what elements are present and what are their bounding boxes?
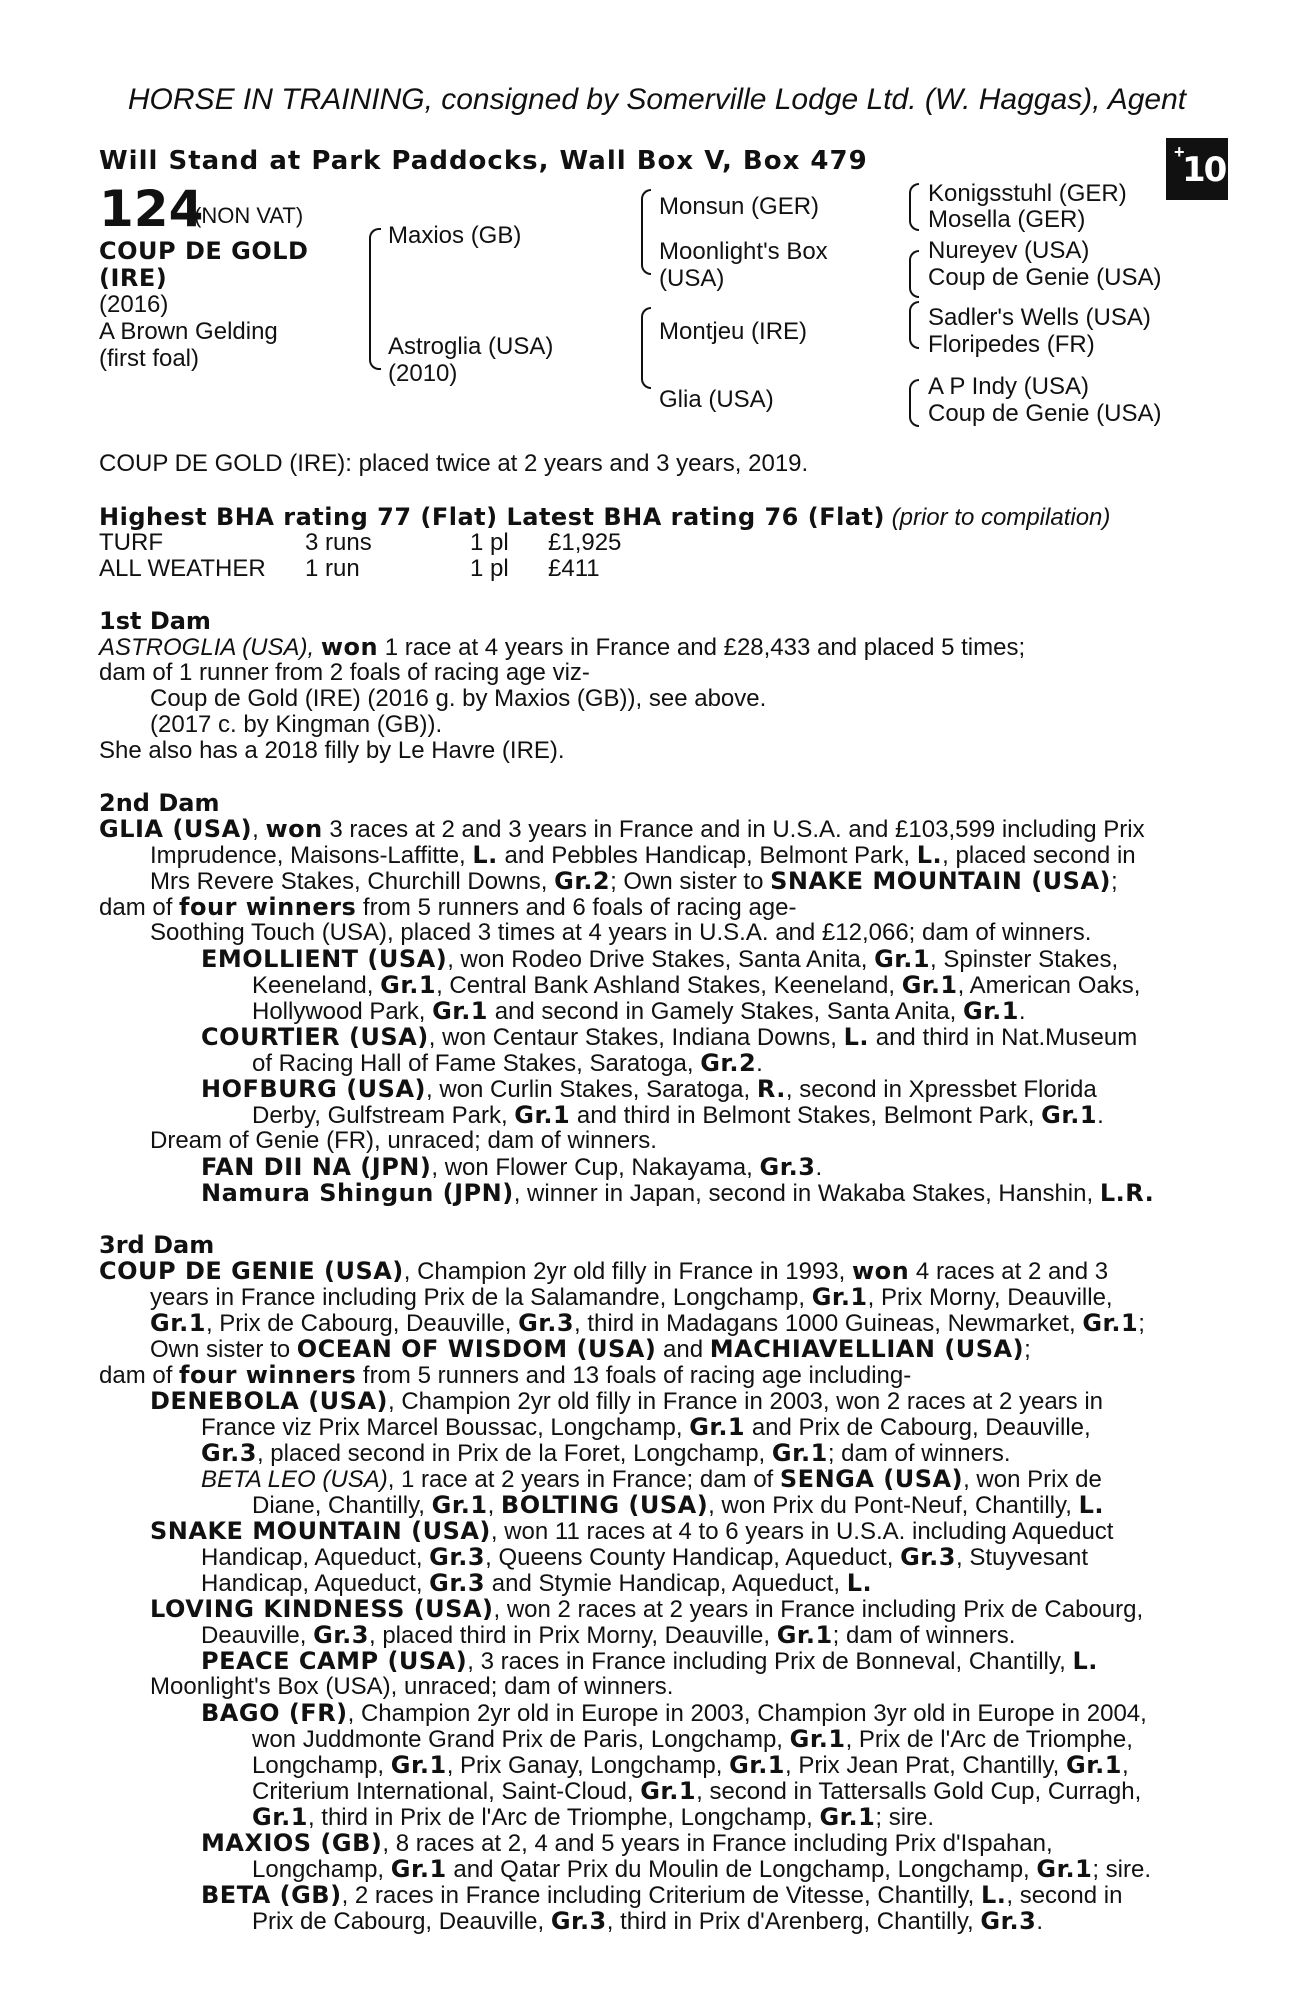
grade: Gr.1 [689, 1413, 746, 1441]
third-dam-line-3: Gr.1, Prix de Cabourg, Deauville, Gr.3, third in Madagans 1000 Guineas, Newmarket, Gr.1; [150, 1309, 1145, 1337]
text: years in France including Prix de la Salamandre, Longchamp, [150, 1284, 806, 1311]
pedigree-dam: Astroglia (USA) [388, 333, 554, 360]
foal-note: (first foal) [99, 345, 200, 372]
pedigree-sire-dam-2: (USA) [659, 265, 725, 292]
second-dam-line-5: Soothing Touch (USA), placed 3 times at 4 years in U.S.A. and £12,066; dam of winners. [150, 919, 1092, 946]
text: and second in Gamely Stakes, Santa Anita, [494, 998, 957, 1025]
horse-name: BOLTING (USA) [500, 1491, 709, 1519]
text: , Prix de l'Arc de Triomphe, [845, 1726, 1133, 1753]
text: , won Centaur Stakes, Indiana Downs, [428, 1024, 837, 1051]
pedigree-bracket-3b [909, 250, 919, 298]
text: of Racing Hall of Fame Stakes, Saratoga, [252, 1050, 694, 1077]
ratings-turf-placed: 1 pl [470, 529, 509, 556]
second-dam-line-9 [201, 1023, 1137, 1052]
text: , Prix Jean Prat, Chantilly, [785, 1752, 1060, 1779]
grade: L. [916, 841, 943, 869]
text: , third in Prix de l'Arc de Triomphe, Longchamp, [307, 1804, 813, 1831]
horse-name: OCEAN OF WISDOM (USA) [296, 1335, 657, 1363]
ratings-aw-surface: ALL WEATHER [99, 555, 266, 582]
second-dam-line-4 [99, 893, 796, 922]
grade: Gr.1 [390, 1751, 447, 1779]
second-dam-line-10: of Racing Hall of Fame Stakes, Saratoga, Gr.2. [252, 1049, 763, 1077]
pedigree-bracket-3c [909, 301, 919, 349]
pedigree-sss: Konigsstuhl (GER) [928, 180, 1127, 207]
pedigree-ddd: Coup de Genie (USA) [928, 400, 1162, 427]
horse-name: BAGO (FR) [201, 1699, 348, 1727]
horse-name: SNAKE MOUNTAIN (USA) [770, 867, 1111, 895]
text: , Prix de Cabourg, Deauville, [205, 1310, 512, 1337]
third-dam-heading: 3rd Dam [99, 1231, 215, 1259]
text: ; sire. [1092, 1856, 1152, 1883]
text: , 3 races in France including Prix de Bonneval, Chantilly, [467, 1648, 1066, 1675]
text: , American Oaks, [957, 972, 1141, 999]
pedigree-dam-sire: Montjeu (IRE) [659, 318, 808, 345]
ratings-line [99, 503, 1110, 532]
grade: L.R. [1099, 1179, 1155, 1207]
horse-name: DENEBOLA (USA) [150, 1387, 388, 1415]
grade: Gr.1 [811, 1283, 868, 1311]
text: from 5 runners and 6 foals of racing age- [362, 894, 797, 921]
text: , Champion 2yr old filly in France in 1993, [403, 1258, 846, 1285]
text: dam of [99, 894, 173, 921]
grade: L. [472, 841, 498, 869]
pedigree-bracket-2b [641, 307, 651, 389]
winners-count: four winners [179, 893, 357, 921]
third-dam-line-15 [201, 1621, 1015, 1650]
grade: Gr.3 [518, 1309, 575, 1337]
text: , won Prix de [963, 1466, 1102, 1493]
text: from 5 runners and 13 foals of racing age including- [362, 1362, 912, 1389]
text: Deauville, [201, 1622, 307, 1649]
third-dam-line-12 [201, 1543, 1088, 1572]
third-dam-line-16 [201, 1647, 1098, 1676]
ratings-aw-placed: 1 pl [470, 555, 509, 582]
third-dam-line-2 [150, 1283, 1113, 1312]
text: , placed third in Prix Morny, Deauville, [369, 1622, 771, 1649]
pedigree-ssd: Mosella (GER) [928, 206, 1086, 233]
second-dam-line-8: Hollywood Park, Gr.1 and second in Gamely Stakes, Santa Anita, Gr.1. [252, 997, 1026, 1025]
text: , winner in Japan, second in Wakaba Stakes, Hanshin, [513, 1180, 1094, 1207]
text: France viz Prix Marcel Boussac, Longchamp, [201, 1414, 683, 1441]
text: Mrs Revere Stakes, Churchill Downs, [150, 868, 548, 895]
won-label: won [320, 633, 379, 661]
grade: Gr.1 [776, 1621, 833, 1649]
grade: Gr.3 [980, 1907, 1037, 1935]
first-dam-line-1 [99, 633, 1025, 662]
text: , second in [1006, 1882, 1123, 1909]
horse-name: PEACE CAMP (USA) [201, 1647, 468, 1675]
pedigree-dds: A P Indy (USA) [928, 373, 1089, 400]
third-dam-line-13 [201, 1569, 872, 1598]
text: , Prix Morny, Deauville, [867, 1284, 1113, 1311]
grade: Gr.1 [640, 1777, 697, 1805]
pedigree-dam-year: (2010) [388, 360, 458, 387]
horse-name-line2: (IRE) [99, 264, 168, 292]
vat-status: (NON VAT) [194, 203, 304, 228]
text: , won Rodeo Drive Stakes, Santa Anita, [447, 946, 868, 973]
third-dam-line-5 [99, 1361, 911, 1390]
text: , Champion 2yr old filly in France in 2003, won 2 races at 2 years in [388, 1388, 1104, 1415]
grade: Gr.1 [1036, 1855, 1093, 1883]
horse-name: MACHIAVELLIAN (USA) [709, 1335, 1025, 1363]
horse-name: GLIA (USA) [99, 815, 253, 843]
text: 4 races at 2 and 3 [915, 1258, 1109, 1285]
grade: Gr.3 [313, 1621, 369, 1649]
text: Criterium International, Saint-Cloud, [252, 1778, 634, 1805]
text: ; dam of winners. [827, 1440, 1011, 1467]
catalogue-header: HORSE IN TRAINING, consigned by Somerville Lodge Ltd. (W. Haggas), Agent [127, 83, 1187, 116]
first-dam-line-2: dam of 1 runner from 2 foals of racing age viz- [99, 659, 590, 686]
text: , won Flower Cup, Nakayama, [431, 1154, 753, 1181]
third-dam-line-23 [201, 1829, 1053, 1858]
third-dam-line-7 [201, 1413, 1091, 1442]
ratings-aw-runs: 1 run [305, 555, 360, 582]
race-summary: COUP DE GOLD (IRE): placed twice at 2 years and 3 years, 2019. [99, 450, 809, 477]
third-dam-line-9 [201, 1465, 1102, 1494]
third-dam-line-8 [201, 1439, 1011, 1468]
pedigree-sire-dam-1: Moonlight's Box [659, 238, 828, 265]
text: and Qatar Prix du Moulin de Longchamp, Longchamp, [453, 1856, 1030, 1883]
grade: Gr.3 [201, 1439, 257, 1467]
grade: Gr.1 [1066, 1751, 1122, 1779]
text: and Prix de Cabourg, Deauville, [751, 1414, 1091, 1441]
text: , third in Madagans 1000 Guineas, Newmarket, [574, 1310, 1076, 1337]
text: , won 11 races at 4 to 6 years in U.S.A. including Aqueduct [490, 1518, 1114, 1545]
third-dam-line-4: Own sister to OCEAN OF WISDOM (USA) and MACHIAVELLIAN (USA); [150, 1335, 1031, 1363]
grade: Gr.1 [789, 1725, 846, 1753]
horse-name: SNAKE MOUNTAIN (USA) [150, 1517, 491, 1545]
text: , Central Bank Ashland Stakes, Keeneland, [436, 972, 896, 999]
grade: Gr.3 [759, 1153, 816, 1181]
rating-badge [1166, 138, 1228, 200]
grade: R. [756, 1075, 786, 1103]
badge-plus: + [1174, 142, 1185, 162]
won-label: won [852, 1257, 910, 1285]
pedigree-bracket-1 [369, 228, 381, 370]
grade: Gr.1 [1082, 1309, 1139, 1337]
text: , second in Tattersalls Gold Cup, Curragh, [696, 1778, 1142, 1805]
grade: Gr.1 [150, 1309, 206, 1337]
grade: Gr.1 [729, 1751, 786, 1779]
text: , placed second in Prix de la Foret, Longchamp, [256, 1440, 766, 1467]
text: Handicap, Aqueduct, [201, 1570, 423, 1597]
pedigree-dsd: Floripedes (FR) [928, 331, 1095, 358]
text: won Juddmonte Grand Prix de Paris, Longchamp, [252, 1726, 783, 1753]
third-dam-line-11 [150, 1517, 1113, 1546]
pedigree-bracket-3a [909, 183, 919, 231]
second-dam-line-1: GLIA (USA), won 3 races at 2 and 3 years in France and in U.S.A. and £103,599 including Prix [99, 815, 1145, 843]
winners-count: four winners [179, 1361, 357, 1389]
grade: Gr.1 [390, 1855, 447, 1883]
text: , Champion 2yr old in Europe in 2003, Champion 3yr old in Europe in 2004, [347, 1700, 1147, 1727]
ratings-aw-prize: £411 [548, 555, 600, 582]
first-dam-name: ASTROGLIA (USA), [99, 634, 315, 661]
horse-name: BETA LEO (USA) [201, 1466, 388, 1493]
grade: L. [1078, 1491, 1104, 1519]
grade: Gr.1 [1041, 1101, 1098, 1129]
second-dam-line-6 [201, 945, 1118, 974]
grade: L. [843, 1023, 870, 1051]
horse-name: COURTIER (USA) [201, 1023, 429, 1051]
text: , 2 races in France including Criterium de Vitesse, Chantilly, [341, 1882, 975, 1909]
third-dam-line-18 [201, 1699, 1147, 1728]
second-dam-line-7 [252, 971, 1140, 1000]
grade: Gr.1 [252, 1803, 308, 1831]
won-label: won [265, 815, 323, 843]
text: , 1 race at 2 years in France; dam of [387, 1466, 774, 1493]
third-dam-line-24 [252, 1855, 1151, 1884]
foaling-year: (2016) [99, 291, 169, 318]
third-dam-line-17: Moonlight's Box (USA), unraced; dam of winners. [150, 1673, 674, 1700]
grade: Gr.1 [514, 1101, 571, 1129]
text: Longchamp, [252, 1752, 385, 1779]
grade: Gr.1 [901, 971, 958, 999]
pedigree-dam-dam: Glia (USA) [659, 386, 774, 413]
horse-name: LOVING KINDNESS (USA) [150, 1595, 494, 1623]
text: and third in Belmont Stakes, Belmont Park, [576, 1102, 1035, 1129]
third-dam-line-1 [99, 1257, 1108, 1286]
grade: Gr.1 [380, 971, 437, 999]
third-dam-line-21 [252, 1777, 1141, 1806]
text: , won Prix du Pont-Neuf, Chantilly, [708, 1492, 1072, 1519]
third-dam-line-22 [252, 1803, 934, 1832]
horse-name: BETA (GB) [201, 1881, 342, 1909]
grade: Gr.1 [771, 1439, 828, 1467]
second-dam-line-13: Dream of Genie (FR), unraced; dam of winners. [150, 1127, 657, 1154]
text: , Spinster Stakes, [930, 946, 1119, 973]
text: and third in Nat.Museum [875, 1024, 1138, 1051]
horse-name: FAN DII NA (JPN) [201, 1153, 432, 1181]
second-dam-line-3: Mrs Revere Stakes, Churchill Downs, Gr.2; Own sister to SNAKE MOUNTAIN (USA); [150, 867, 1118, 895]
text: Handicap, Aqueduct, [201, 1544, 423, 1571]
first-dam-record: 1 race at 4 years in France and £28,433 and placed 5 times; [384, 634, 1026, 661]
horse-name-line1: COUP DE GOLD [99, 237, 309, 265]
grade: Gr.3 [429, 1543, 486, 1571]
grade: Gr.1 [432, 997, 489, 1025]
horse-description: A Brown Gelding [99, 318, 278, 345]
lot-number: 124 [99, 180, 204, 238]
text: , Stuyvesant [956, 1544, 1089, 1571]
second-dam-heading: 2nd Dam [99, 789, 220, 817]
first-dam-line-3: Coup de Gold (IRE) (2016 g. by Maxios (GB)), see above. [150, 685, 767, 712]
third-dam-line-14 [150, 1595, 1143, 1624]
text: Own sister to [150, 1336, 291, 1363]
text: dam of [99, 1362, 173, 1389]
horse-name: EMOLLIENT (USA) [201, 945, 448, 973]
grade: Gr.3 [550, 1907, 607, 1935]
first-dam-heading: 1st Dam [99, 607, 211, 635]
text: , Prix Ganay, Longchamp, [446, 1752, 723, 1779]
horse-name: SENGA (USA) [779, 1465, 964, 1493]
pedigree-sdd: Coup de Genie (USA) [928, 264, 1162, 291]
text: Prix de Cabourg, Deauville, [252, 1908, 545, 1935]
text: ; Own sister to [610, 868, 764, 895]
badge-number: 10 [1182, 150, 1226, 190]
pedigree-bracket-2a [641, 189, 651, 275]
ratings-bold: Highest BHA rating 77 (Flat) Latest BHA rating 76 (Flat) [99, 503, 885, 531]
grade: Gr.1 [431, 1491, 488, 1519]
ratings-turf-runs: 3 runs [305, 529, 372, 556]
grade: Gr.2 [700, 1049, 757, 1077]
pedigree-dss: Sadler's Wells (USA) [928, 304, 1151, 331]
text: , second in Xpressbet Florida [785, 1076, 1097, 1103]
ratings-turf-surface: TURF [99, 529, 163, 556]
horse-name: HOFBURG (USA) [201, 1075, 426, 1103]
second-dam-line-12: Derby, Gulfstream Park, Gr.1 and third in Belmont Stakes, Belmont Park, Gr.1. [252, 1101, 1104, 1129]
text: Hollywood Park, [252, 998, 426, 1025]
third-dam-line-19 [252, 1725, 1133, 1754]
second-dam-line-11 [201, 1075, 1097, 1104]
second-dam-line-2 [150, 841, 1136, 870]
text: Imprudence, Maisons-Laffitte, [150, 842, 466, 869]
first-dam-line-4: (2017 c. by Kingman (GB)). [150, 711, 443, 738]
pedigree-sire: Maxios (GB) [388, 222, 522, 249]
text: , third in Prix d'Arenberg, Chantilly, [606, 1908, 974, 1935]
stand-location: Will Stand at Park Paddocks, Wall Box V, Box 479 [99, 146, 868, 176]
ratings-turf-prize: £1,925 [548, 529, 622, 556]
text: and Pebbles Handicap, Belmont Park, [504, 842, 911, 869]
second-dam-line-15 [201, 1179, 1154, 1208]
grade: Gr.1 [962, 997, 1019, 1025]
horse-name: MAXIOS (GB) [201, 1829, 383, 1857]
ratings-note: (prior to compilation) [891, 504, 1111, 531]
text: Keeneland, [252, 972, 374, 999]
text: 3 races at 2 and 3 years in France and in U.S.A. and £103,599 including Prix [329, 816, 1145, 843]
grade: L. [846, 1569, 873, 1597]
grade: Gr.1 [819, 1803, 876, 1831]
horse-name: COUP DE GENIE (USA) [99, 1257, 404, 1285]
third-dam-line-20: Longchamp, Gr.1, Prix Ganay, Longchamp, Gr.1, Prix Jean Prat, Chantilly, Gr.1, [252, 1751, 1129, 1779]
text: , won 2 races at 2 years in France including Prix de Cabourg, [493, 1596, 1144, 1623]
first-dam-line-5: She also has a 2018 filly by Le Havre (IRE). [99, 737, 565, 764]
grade: Gr.2 [554, 867, 611, 895]
third-dam-line-25 [201, 1881, 1122, 1910]
text: , Queens County Handicap, Aqueduct, [485, 1544, 894, 1571]
third-dam-line-6 [150, 1387, 1103, 1416]
text: and Stymie Handicap, Aqueduct, [491, 1570, 841, 1597]
text: Derby, Gulfstream Park, [252, 1102, 508, 1129]
third-dam-line-26: Prix de Cabourg, Deauville, Gr.3, third in Prix d'Arenberg, Chantilly, Gr.3. [252, 1907, 1044, 1935]
grade: Gr.3 [900, 1543, 956, 1571]
third-dam-line-10: Diane, Chantilly, Gr.1, BOLTING (USA), won Prix du Pont-Neuf, Chantilly, L. [252, 1491, 1104, 1519]
grade: L. [1072, 1647, 1098, 1675]
text: ; dam of winners. [832, 1622, 1016, 1649]
pedigree-sire-sire: Monsun (GER) [659, 193, 820, 220]
grade: L. [980, 1881, 1007, 1909]
grade: Gr.3 [429, 1569, 486, 1597]
text: and [663, 1336, 704, 1363]
horse-name: Namura Shingun (JPN) [201, 1179, 514, 1207]
text: , won Curlin Stakes, Saratoga, [425, 1076, 751, 1103]
second-dam-line-14: FAN DII NA (JPN), won Flower Cup, Nakayama, Gr.3. [201, 1153, 823, 1181]
text: Diane, Chantilly, [252, 1492, 425, 1519]
text: , 8 races at 2, 4 and 5 years in France including Prix d'Ispahan, [382, 1830, 1053, 1857]
text: ; sire. [875, 1804, 935, 1831]
text: , placed second in [942, 842, 1136, 869]
grade: Gr.1 [874, 945, 931, 973]
pedigree-sds: Nureyev (USA) [928, 237, 1090, 264]
text: Longchamp, [252, 1856, 385, 1883]
pedigree-bracket-3d [909, 379, 919, 427]
